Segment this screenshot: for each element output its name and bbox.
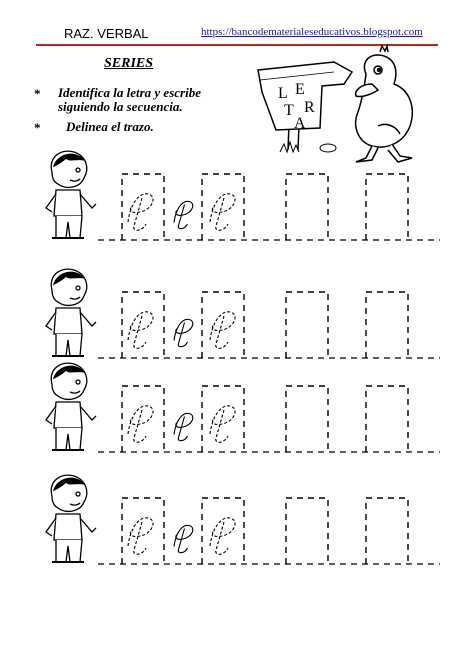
- instruction-1-line-2: siguiendo la secuencia.: [58, 99, 183, 114]
- sign-letter-r: R: [304, 99, 315, 116]
- tracing-block: [122, 498, 164, 564]
- cursive-letter-p-small: [174, 201, 193, 228]
- tracing-block: [202, 498, 244, 564]
- tracing-block: [286, 292, 328, 358]
- tracing-block: [202, 174, 244, 240]
- tracing-block: [366, 292, 408, 358]
- cursive-letter-p: [128, 518, 153, 554]
- tracing-block: [366, 174, 408, 240]
- tracing-block: [202, 386, 244, 452]
- sign-letter-a: A: [294, 115, 306, 132]
- tracing-row: [46, 475, 440, 564]
- worksheet-title: SERIES: [104, 56, 154, 71]
- sign-letter-t: T: [284, 102, 294, 119]
- tracing-block: [122, 292, 164, 358]
- sign-letter-l: L: [278, 85, 288, 102]
- tracing-block: [122, 386, 164, 452]
- tracing-block: [366, 386, 408, 452]
- cursive-letter-p-small: [174, 319, 193, 346]
- tracing-row: [46, 363, 440, 452]
- tracing-row: [46, 269, 440, 358]
- instruction-2: Delinea el trazo.: [66, 119, 154, 134]
- tracing-block: [286, 174, 328, 240]
- tracing-block: [366, 498, 408, 564]
- child-figure-icon: [46, 269, 96, 356]
- cursive-letter-p: [128, 194, 153, 230]
- cursive-letter-p: [128, 312, 153, 348]
- cursive-letter-p-small: [174, 525, 193, 552]
- bullet-1: *: [34, 86, 41, 101]
- instruction-1-line-1: Identifica la letra y escribe: [58, 85, 201, 100]
- header-url-link[interactable]: https://bancodematerialeseducativos.blogspot.com: [201, 26, 423, 38]
- cursive-letter-p: [210, 194, 235, 230]
- child-figure-icon: [46, 363, 96, 450]
- tracing-block: [286, 386, 328, 452]
- tracing-block: [286, 498, 328, 564]
- cursive-letter-p: [210, 518, 235, 554]
- header-title: RAZ. VERBAL: [64, 26, 149, 41]
- cursive-letter-p: [128, 406, 153, 442]
- cursive-letter-p-small: [174, 413, 193, 440]
- bullet-2: *: [34, 120, 41, 135]
- tracing-block: [202, 292, 244, 358]
- child-figure-icon: [46, 151, 96, 238]
- tracing-block: [122, 174, 164, 240]
- sign-letter-e: E: [295, 81, 305, 98]
- cursive-letter-p: [210, 312, 235, 348]
- tracing-row: [46, 151, 440, 240]
- child-figure-icon: [46, 475, 96, 562]
- cursive-letter-p: [210, 406, 235, 442]
